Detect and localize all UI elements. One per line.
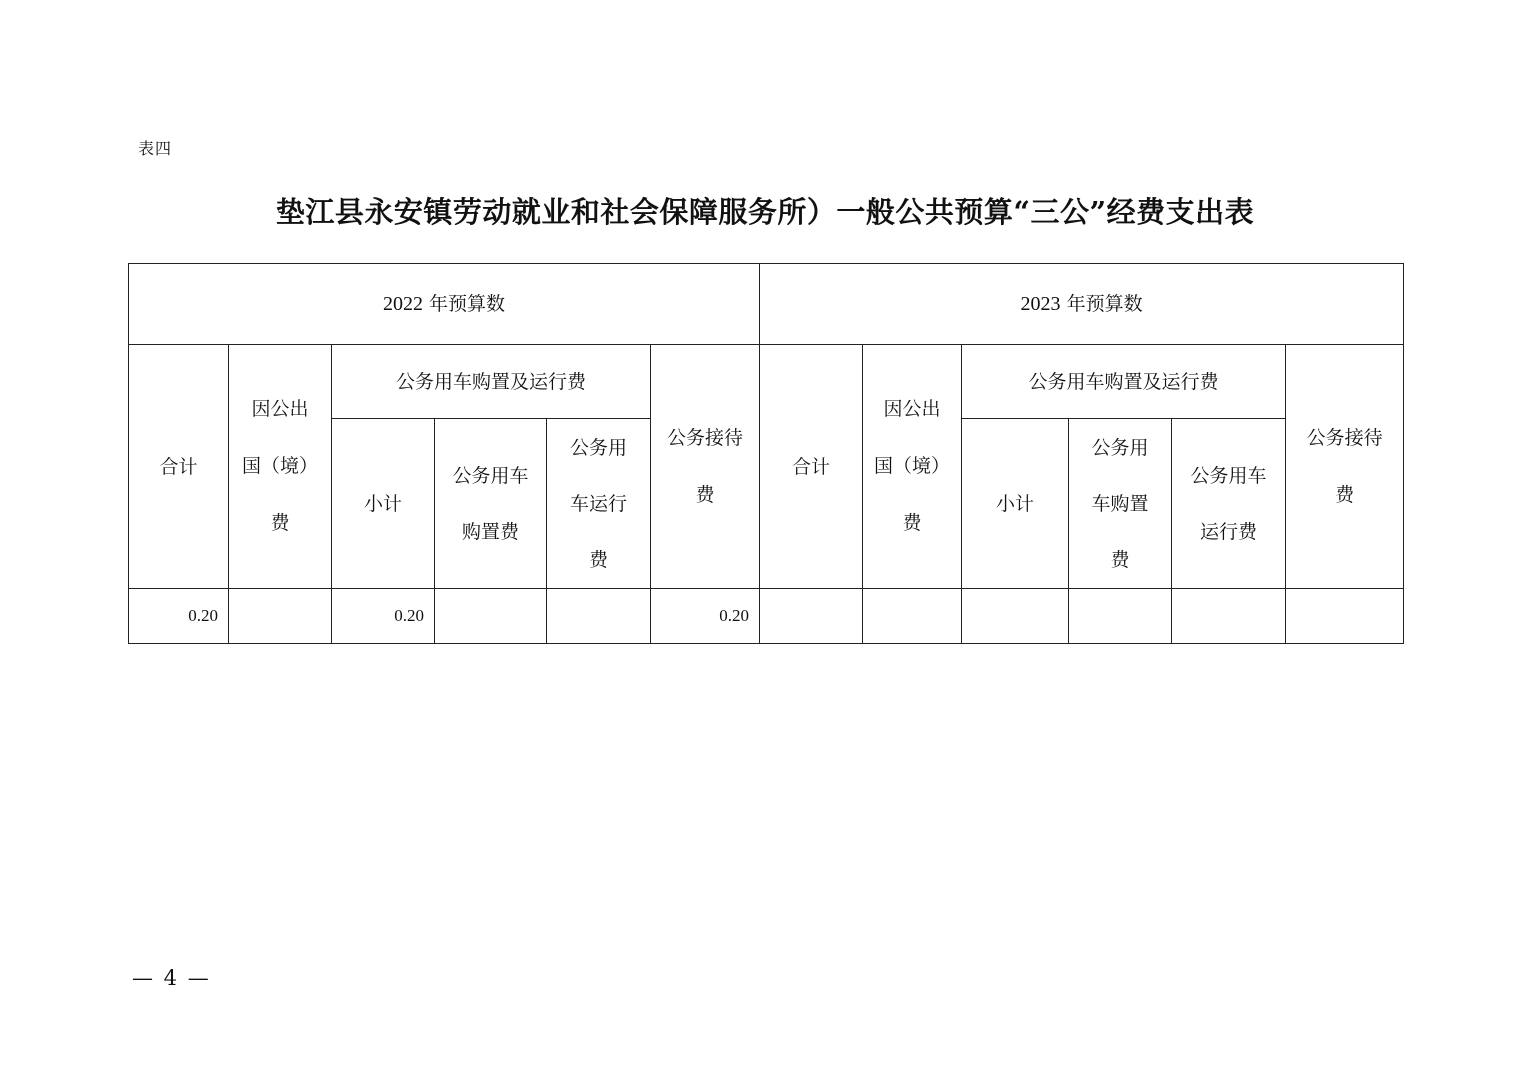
cell-2023-operation [1172,589,1286,644]
header-2023-operation-line-2: 运行费 [1200,520,1258,543]
header-2022-reception [651,345,760,589]
header-2022-total [129,345,229,589]
three-public-expenses-table [128,263,1404,644]
header-2022-vehicle-group [332,345,651,419]
header-2022-reception-line-2: 费 [695,483,715,506]
header-2023-subtotal-label: 小计 [996,492,1035,515]
header-2022-operation-line-1: 公务用 [569,436,627,459]
year-2023: 2023 [1020,293,1061,315]
cell-2022-purchase [435,589,547,644]
cell-2023-purchase [1069,589,1172,644]
header-2023-abroad-line-1: 因公出 [883,398,941,420]
header-2023-abroad-line-2: 国（境） [874,455,951,477]
header-2023-operation-line-1: 公务用车 [1190,464,1267,487]
year-2022: 2022 [383,293,423,315]
header-2022-operation-line-2: 车运行 [569,492,627,515]
column-header-row-1 [129,345,1404,419]
header-2022-purchase-line-1: 公务用车 [452,464,529,487]
header-2022-abroad [229,345,332,589]
header-2022-vehicle-group-label: 公务用车购置及运行费 [395,370,586,393]
cell-2023-abroad [863,589,962,644]
header-2023-purchase-line-2: 车购置 [1091,492,1149,515]
cell-2023-reception [1286,589,1404,644]
table-number-label: 表四 [138,139,173,158]
cell-2023-subtotal [962,589,1069,644]
header-2022-operation-line-3: 费 [588,548,608,571]
header-2023-operation-label [1191,448,1267,560]
budget-2022-header [129,264,760,345]
header-2022-abroad-line-2: 国（境） [241,455,318,477]
header-2022-abroad-line-1: 因公出 [251,398,309,420]
header-2023-reception-line-1: 公务接待 [1306,426,1383,449]
header-2023-total [760,345,863,589]
cell-2023-total [760,589,863,644]
header-2022-subtotal-label: 小计 [363,492,402,515]
header-2023-operation [1172,419,1286,589]
year-header-row [129,264,1404,345]
header-2022-total-label: 合计 [159,455,198,478]
header-2023-total-label: 合计 [792,455,831,478]
header-2023-vehicle-group [962,345,1286,419]
cell-2022-reception: 0.20 [651,589,760,644]
cell-2022-operation [547,589,651,644]
header-2023-purchase-label [1092,420,1149,588]
header-2023-reception-label [1307,410,1383,524]
header-2023-abroad [863,345,962,589]
header-2022-purchase [435,419,547,589]
header-2022-subtotal [332,419,435,589]
header-2022-reception-line-1: 公务接待 [667,426,744,449]
page-number: — 4 — [132,966,211,990]
header-2023-reception [1286,345,1404,589]
cell-2022-subtotal: 0.20 [332,589,435,644]
table-row [129,589,1404,644]
header-2023-purchase [1069,419,1172,589]
header-2022-purchase-label [452,448,528,560]
header-2022-reception-label [667,410,743,524]
header-2023-subtotal [962,419,1069,589]
header-2022-abroad-label [242,381,318,552]
header-2023-purchase-line-3: 费 [1110,548,1130,571]
cell-2022-abroad [229,589,332,644]
header-2023-abroad-label [874,381,950,552]
document-title: 垫江县永安镇劳动就业和社会保障服务所）一般公共预算“三公”经费支出表 [275,195,1255,229]
cell-2022-total: 0.20 [129,589,229,644]
header-2022-operation-label [570,420,627,588]
header-2023-reception-line-2: 费 [1335,483,1355,506]
header-2022-operation [547,419,651,589]
header-2022-abroad-line-3: 费 [270,512,290,534]
header-2023-abroad-line-3: 费 [902,512,922,534]
header-2022-purchase-line-2: 购置费 [461,520,519,543]
budget-2023-header [760,264,1404,345]
budget-2023-suffix: 年预算数 [1060,293,1143,315]
budget-2022-suffix: 年预算数 [423,293,506,315]
header-2023-purchase-line-1: 公务用 [1091,436,1149,459]
header-2023-vehicle-group-label: 公务用车购置及运行费 [1028,370,1219,393]
